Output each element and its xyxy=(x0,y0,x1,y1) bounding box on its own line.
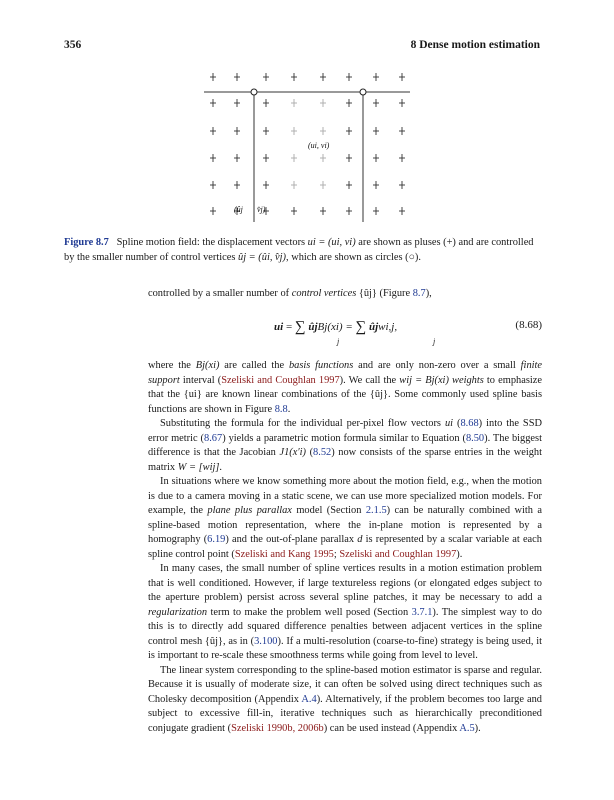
control-vertex-circle xyxy=(360,89,366,95)
caption-math: ui = (ui, vi) xyxy=(307,237,356,248)
eq-lhs: ui xyxy=(274,321,284,333)
text: . xyxy=(287,403,291,415)
label-vj: v̂j) xyxy=(257,205,266,214)
text: ). xyxy=(456,548,463,560)
text: ). xyxy=(474,722,481,734)
eq-term: wi,j xyxy=(378,321,395,333)
text: ). Alternatively, if the problem becomes too large and subject to excessive fill-in, iterative techniques such as hierarchically preconditioned conjugate gradient ( xyxy=(148,693,542,734)
text: controlled by a smaller number of xyxy=(148,288,292,299)
equation-reference-link[interactable]: 6.19 xyxy=(207,534,226,545)
text: In situations where we know something more about the motion field, e.g., when the motion is due to a camera moving in a static scene, we can use more specialized motion models. For example, the xyxy=(148,476,542,516)
citation-link[interactable]: Szeliski and Kang 1995 xyxy=(234,548,334,560)
appendix-reference-link[interactable]: A.5 xyxy=(459,722,475,734)
text: ) can be naturally combined with a spline-based motion representation, where the in-plane motion is represented by a homography ( xyxy=(148,505,543,545)
paragraph xyxy=(148,417,542,475)
appendix-reference-link[interactable]: A.4 xyxy=(301,693,317,705)
math: wij = Bj(xi) xyxy=(399,374,449,386)
figure-label: Figure 8.7 xyxy=(64,237,109,248)
chapter-title: 8 Dense motion estimation xyxy=(410,39,540,51)
emphasis-term: regularization xyxy=(148,606,208,618)
text: interval ( xyxy=(179,374,222,386)
spline-motion-field-figure xyxy=(196,66,416,222)
text: The linear system corresponding to the spline-based motion estimator is sparse and regular. Because it is usually of moderate size, it can often be solved using direct techniques such as Cholesky decomposition (Appendix xyxy=(148,664,542,705)
caption-math: ûj = (ûi, v̂j) xyxy=(238,251,286,263)
sum-symbol: ∑ xyxy=(294,319,306,335)
text: ; xyxy=(333,548,340,560)
equation-body xyxy=(274,318,397,335)
equation-reference-link[interactable]: 3.100 xyxy=(254,635,278,647)
text: . xyxy=(219,461,222,473)
paragraph xyxy=(148,475,542,562)
text: ). We call the xyxy=(339,374,400,386)
label-uj: (ûj xyxy=(234,205,243,214)
math: ui xyxy=(444,418,454,429)
emphasis-term: finite support xyxy=(148,360,543,386)
math: W = [wij] xyxy=(177,461,220,473)
text: ) and the out-of-plane parallax xyxy=(225,534,358,545)
emphasis-term: basis functions xyxy=(288,360,354,371)
citation-link[interactable]: Szeliski 1990b, 2006b xyxy=(231,722,324,734)
text: where the xyxy=(148,360,196,371)
figure-reference-link[interactable]: 8.7 xyxy=(412,288,426,299)
text: are called the xyxy=(219,360,289,371)
emphasis-term: control vertices xyxy=(291,288,357,299)
equation-reference-link[interactable]: 8.68 xyxy=(460,418,479,429)
text: ), xyxy=(425,288,432,299)
paragraph xyxy=(148,664,542,737)
math: J1(x′i) xyxy=(279,447,306,458)
sum-limit: j xyxy=(337,337,340,346)
text: ). The biggest difference is that the Jacobian xyxy=(148,432,542,458)
main-text xyxy=(148,359,542,736)
math: Bj(xi) xyxy=(195,360,220,371)
control-vertex-circle xyxy=(251,89,257,95)
equation-8-68 xyxy=(148,318,542,348)
section-reference-link[interactable]: 2.1.5 xyxy=(365,505,387,516)
label-ui-vi: (ui, vi) xyxy=(308,141,330,150)
text: ) into the SSD error metric ( xyxy=(148,418,542,444)
equation-reference-link[interactable]: 8.67 xyxy=(204,432,223,444)
emphasis-term: weights xyxy=(452,374,484,386)
caption-text: are shown as pluses (+) and are controlled by the smaller number of control vertices xyxy=(64,237,534,263)
figure-caption xyxy=(64,236,542,265)
text: In many cases, the small number of spline vertices results in a motion estimation problem that is well conditioned. However, if large textureless regions (or elongated edges subject to the aperture problem) persist across several spline patches, it may be necessary to add a xyxy=(148,563,542,603)
equation-reference-link[interactable]: 8.50 xyxy=(465,432,485,444)
eq-equals: = xyxy=(283,321,295,333)
paragraph xyxy=(148,359,542,417)
paragraph xyxy=(148,562,542,664)
eq-term: (xi) = xyxy=(327,321,356,333)
text: ). If a multi-resolution (coarse-to-fine) strategy is being used, it is important to re-scale these smoothness terms while going from level to level. xyxy=(148,635,542,661)
caption-text: Spline motion field: the displacement vectors xyxy=(116,237,308,248)
equation-reference-link[interactable]: 8.52 xyxy=(313,447,332,458)
text: {ûj} (Figure xyxy=(356,288,413,299)
paragraph-intro xyxy=(148,287,542,302)
text: to emphasize that the {ui} are known linear combinations of the {ûj}. Some commonly used spline basis functions are shown in Figure xyxy=(148,374,542,415)
math: d xyxy=(357,534,363,545)
eq-term: ûj xyxy=(305,321,318,333)
section-reference-link[interactable]: 3.7.1 xyxy=(411,606,433,618)
citation-link[interactable]: Szeliski and Coughlan 1997 xyxy=(221,374,340,386)
equation-number: (8.68) xyxy=(515,319,542,331)
text: ) yields a parametric motion formula similar to Equation ( xyxy=(222,432,466,444)
page-number: 356 xyxy=(64,39,82,51)
emphasis-term: plane plus parallax xyxy=(207,505,292,516)
text: ) can be used instead (Appendix xyxy=(323,722,460,734)
eq-term: Bj xyxy=(317,321,328,333)
caption-text: , which are shown as circles (○). xyxy=(286,251,421,263)
text: ( xyxy=(305,447,314,458)
text: ) now consists of the sparse entries in the weight matrix xyxy=(148,447,542,473)
text: and are only non-zero over a small xyxy=(353,360,521,371)
text: ( xyxy=(453,418,461,429)
figure-reference-link[interactable]: 8.8 xyxy=(274,403,288,415)
sum-symbol: ∑ xyxy=(355,319,367,335)
text: Substituting the formula for the individual per-pixel flow vectors xyxy=(160,418,445,429)
text: term to make the problem well posed (Section xyxy=(207,606,412,618)
text: model (Section xyxy=(291,505,366,516)
text: is represented by a scalar variable at each spline control point ( xyxy=(148,534,542,560)
sum-limit: j xyxy=(433,337,436,346)
citation-link[interactable]: Szeliski and Coughlan 1997 xyxy=(339,548,457,560)
eq-term: , xyxy=(394,321,398,333)
eq-term: ûj xyxy=(366,321,379,333)
text: ). The simplest way to do this is to directly add squared difference penalties between adjacent vertices in the spline control mesh {ûj}, as in ( xyxy=(148,606,542,647)
